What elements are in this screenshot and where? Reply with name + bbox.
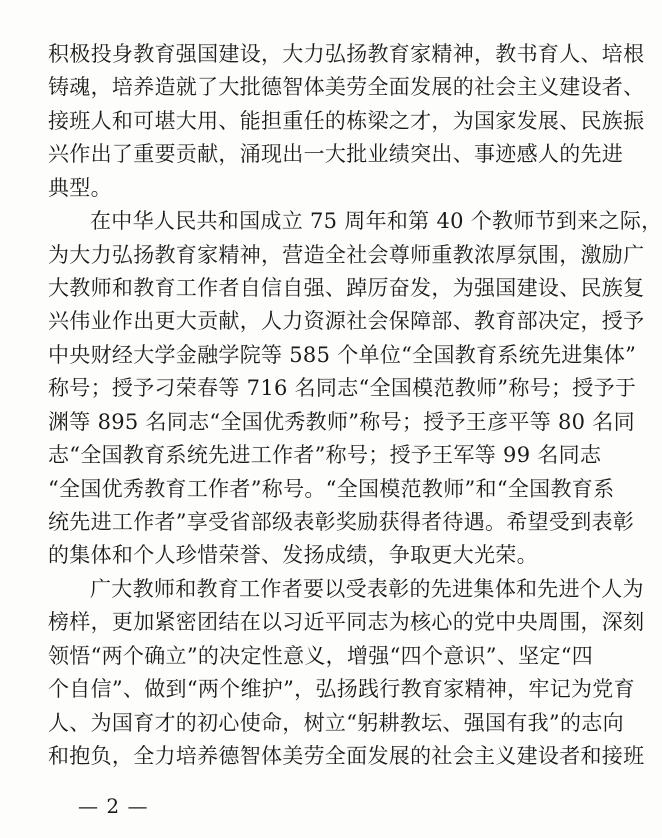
paragraph-2-line-5: 中央财经大学金融学院等 585 个单位“全国教育系统先进集体” [48, 343, 637, 367]
paragraph-3-line-3: 领悟“两个确立”的决定性意义，增强“四个意识”、坚定“四 [48, 644, 594, 668]
paragraph-2-line-6: 称号；授予刁荣春等 716 名同志“全国模范教师”称号；授予于 [48, 376, 637, 400]
paragraph-2-line-11: 的集体和个人珍惜荣誉、发扬成绩，争取更大光荣。 [48, 543, 538, 567]
paragraph-1-line-2: 铸魂，培养造就了大批德智体美劳全面发展的社会主义建设者、 [48, 75, 645, 99]
paragraph-1-line-3: 接班人和可堪大用、能担重任的栋梁之才，为国家发展、民族振 [48, 109, 645, 133]
paragraph-1-line-5: 典型。 [48, 176, 112, 200]
paragraph-2-line-3: 大教师和教育工作者自信自强、踔厉奋发，为强国建设、民族复 [48, 276, 645, 300]
paragraph-3-line-2: 榜样，更加紧密团结在以习近平同志为核心的党中央周围，深刻 [48, 610, 645, 634]
paragraph-1-line-1: 积极投身教育强国建设，大力弘扬教育家精神，教书育人、培根 [48, 42, 645, 66]
paragraph-2-line-4: 兴伟业作出更大贡献，人力资源社会保障部、教育部决定，授予 [48, 309, 645, 333]
paragraph-2-line-1: 在中华人民共和国成立 75 周年和第 40 个教师节到来之际， [90, 209, 662, 233]
paragraph-2-line-9: “全国优秀教育工作者”称号。“全国模范教师”和“全国教育系 [48, 477, 615, 501]
paragraph-3-line-4: 个自信”、做到“两个维护”，弘扬践行教育家精神，牢记为党育 [48, 677, 635, 701]
page-number: — 2 — [78, 794, 149, 818]
paragraph-2-line-7: 渊等 895 名同志“全国优秀教师”称号；授予王彦平等 80 名同 [48, 410, 635, 434]
paragraph-3-line-6: 和抱负，全力培养德智体美劳全面发展的社会主义建设者和接班 [48, 744, 645, 768]
paragraph-1-line-4: 兴作出了重要贡献，涌现出一大批业绩突出、事迹感人的先进 [48, 142, 624, 166]
paragraph-3-line-5: 人、为国育才的初心使命，树立“躬耕教坛、强国有我”的志向 [48, 711, 624, 735]
paragraph-2-line-2: 为大力弘扬教育家精神，营造全社会尊师重教浓厚氛围，激励广 [48, 243, 645, 267]
paragraph-2-line-10: 统先进工作者”享受省部级表彰奖励获得者待遇。希望受到表彰 [48, 510, 635, 534]
paragraph-2-line-8: 志“全国教育系统先进工作者”称号；授予王军等 99 名同志 [48, 443, 602, 467]
paragraph-3-line-1: 广大教师和教育工作者要以受表彰的先进集体和先进个人为 [90, 577, 644, 601]
